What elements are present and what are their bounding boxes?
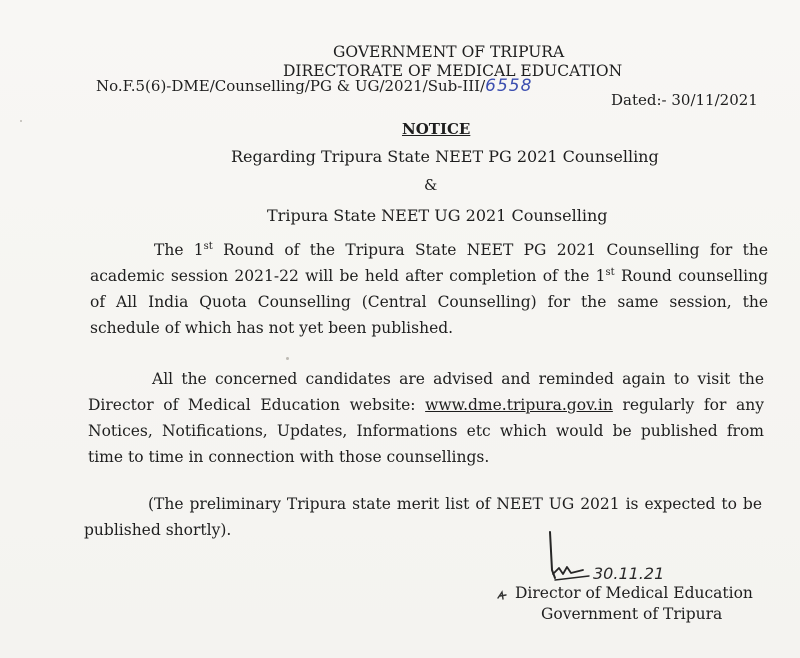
para1-text-c: Round counselling of All India Quota Counselling (Central Counselling) for the same session, the schedule of which has not yet been published. — [90, 267, 768, 337]
scan-speck — [286, 357, 289, 360]
handwritten-signature-date: 30.11.21 — [593, 564, 665, 583]
para1-text-a: The 1 — [154, 241, 204, 259]
paragraph-merit-list — [84, 491, 762, 543]
scan-speck — [20, 120, 22, 122]
paragraph-first-round — [90, 237, 768, 341]
reference-prefix: No.F.5(6)-DME/Counselling/PG & UG/2021/Sub-III/ — [96, 77, 486, 95]
handwritten-reference-number: 6558 — [485, 76, 533, 96]
paragraph-website-advice — [88, 366, 764, 470]
government-heading: GOVERNMENT OF TRIPURA — [333, 43, 565, 61]
regarding-line-pg: Regarding Tripura State NEET PG 2021 Counselling — [231, 147, 659, 166]
para2-text-b: regularly for any Notices, Notifications, Updates, Informations etc which would be published from time to time in connection with those counsellings. — [88, 396, 764, 466]
notice-date: Dated:- 30/11/2021 — [611, 91, 758, 109]
regarding-line-ug: Tripura State NEET UG 2021 Counselling — [267, 206, 608, 225]
para2-text-a: All the concerned candidates are advised and reminded again to visit the Director of Medical Education website: — [88, 370, 764, 414]
ampersand: & — [424, 176, 438, 194]
para3-text: (The preliminary Tripura state merit list of NEET UG 2021 is expected to be published shortly). — [84, 495, 762, 539]
notice-title: NOTICE — [402, 120, 471, 138]
signatory-government: Government of Tripura — [541, 605, 723, 623]
signatory-designation: Director of Medical Education — [515, 584, 753, 602]
initial-mark — [496, 588, 510, 602]
dme-website-link[interactable]: www.dme.tripura.gov.in — [425, 396, 613, 414]
ordinal-suffix: st — [203, 241, 213, 252]
para1-text-b: Round of the Tripura State NEET PG 2021 Counselling for the academic session 2021-22 will be held after completion of the 1 — [90, 241, 768, 285]
reference-number — [96, 76, 532, 96]
ordinal-suffix: st — [605, 267, 615, 278]
directorate-heading: DIRECTORATE OF MEDICAL EDUCATION — [283, 62, 623, 80]
